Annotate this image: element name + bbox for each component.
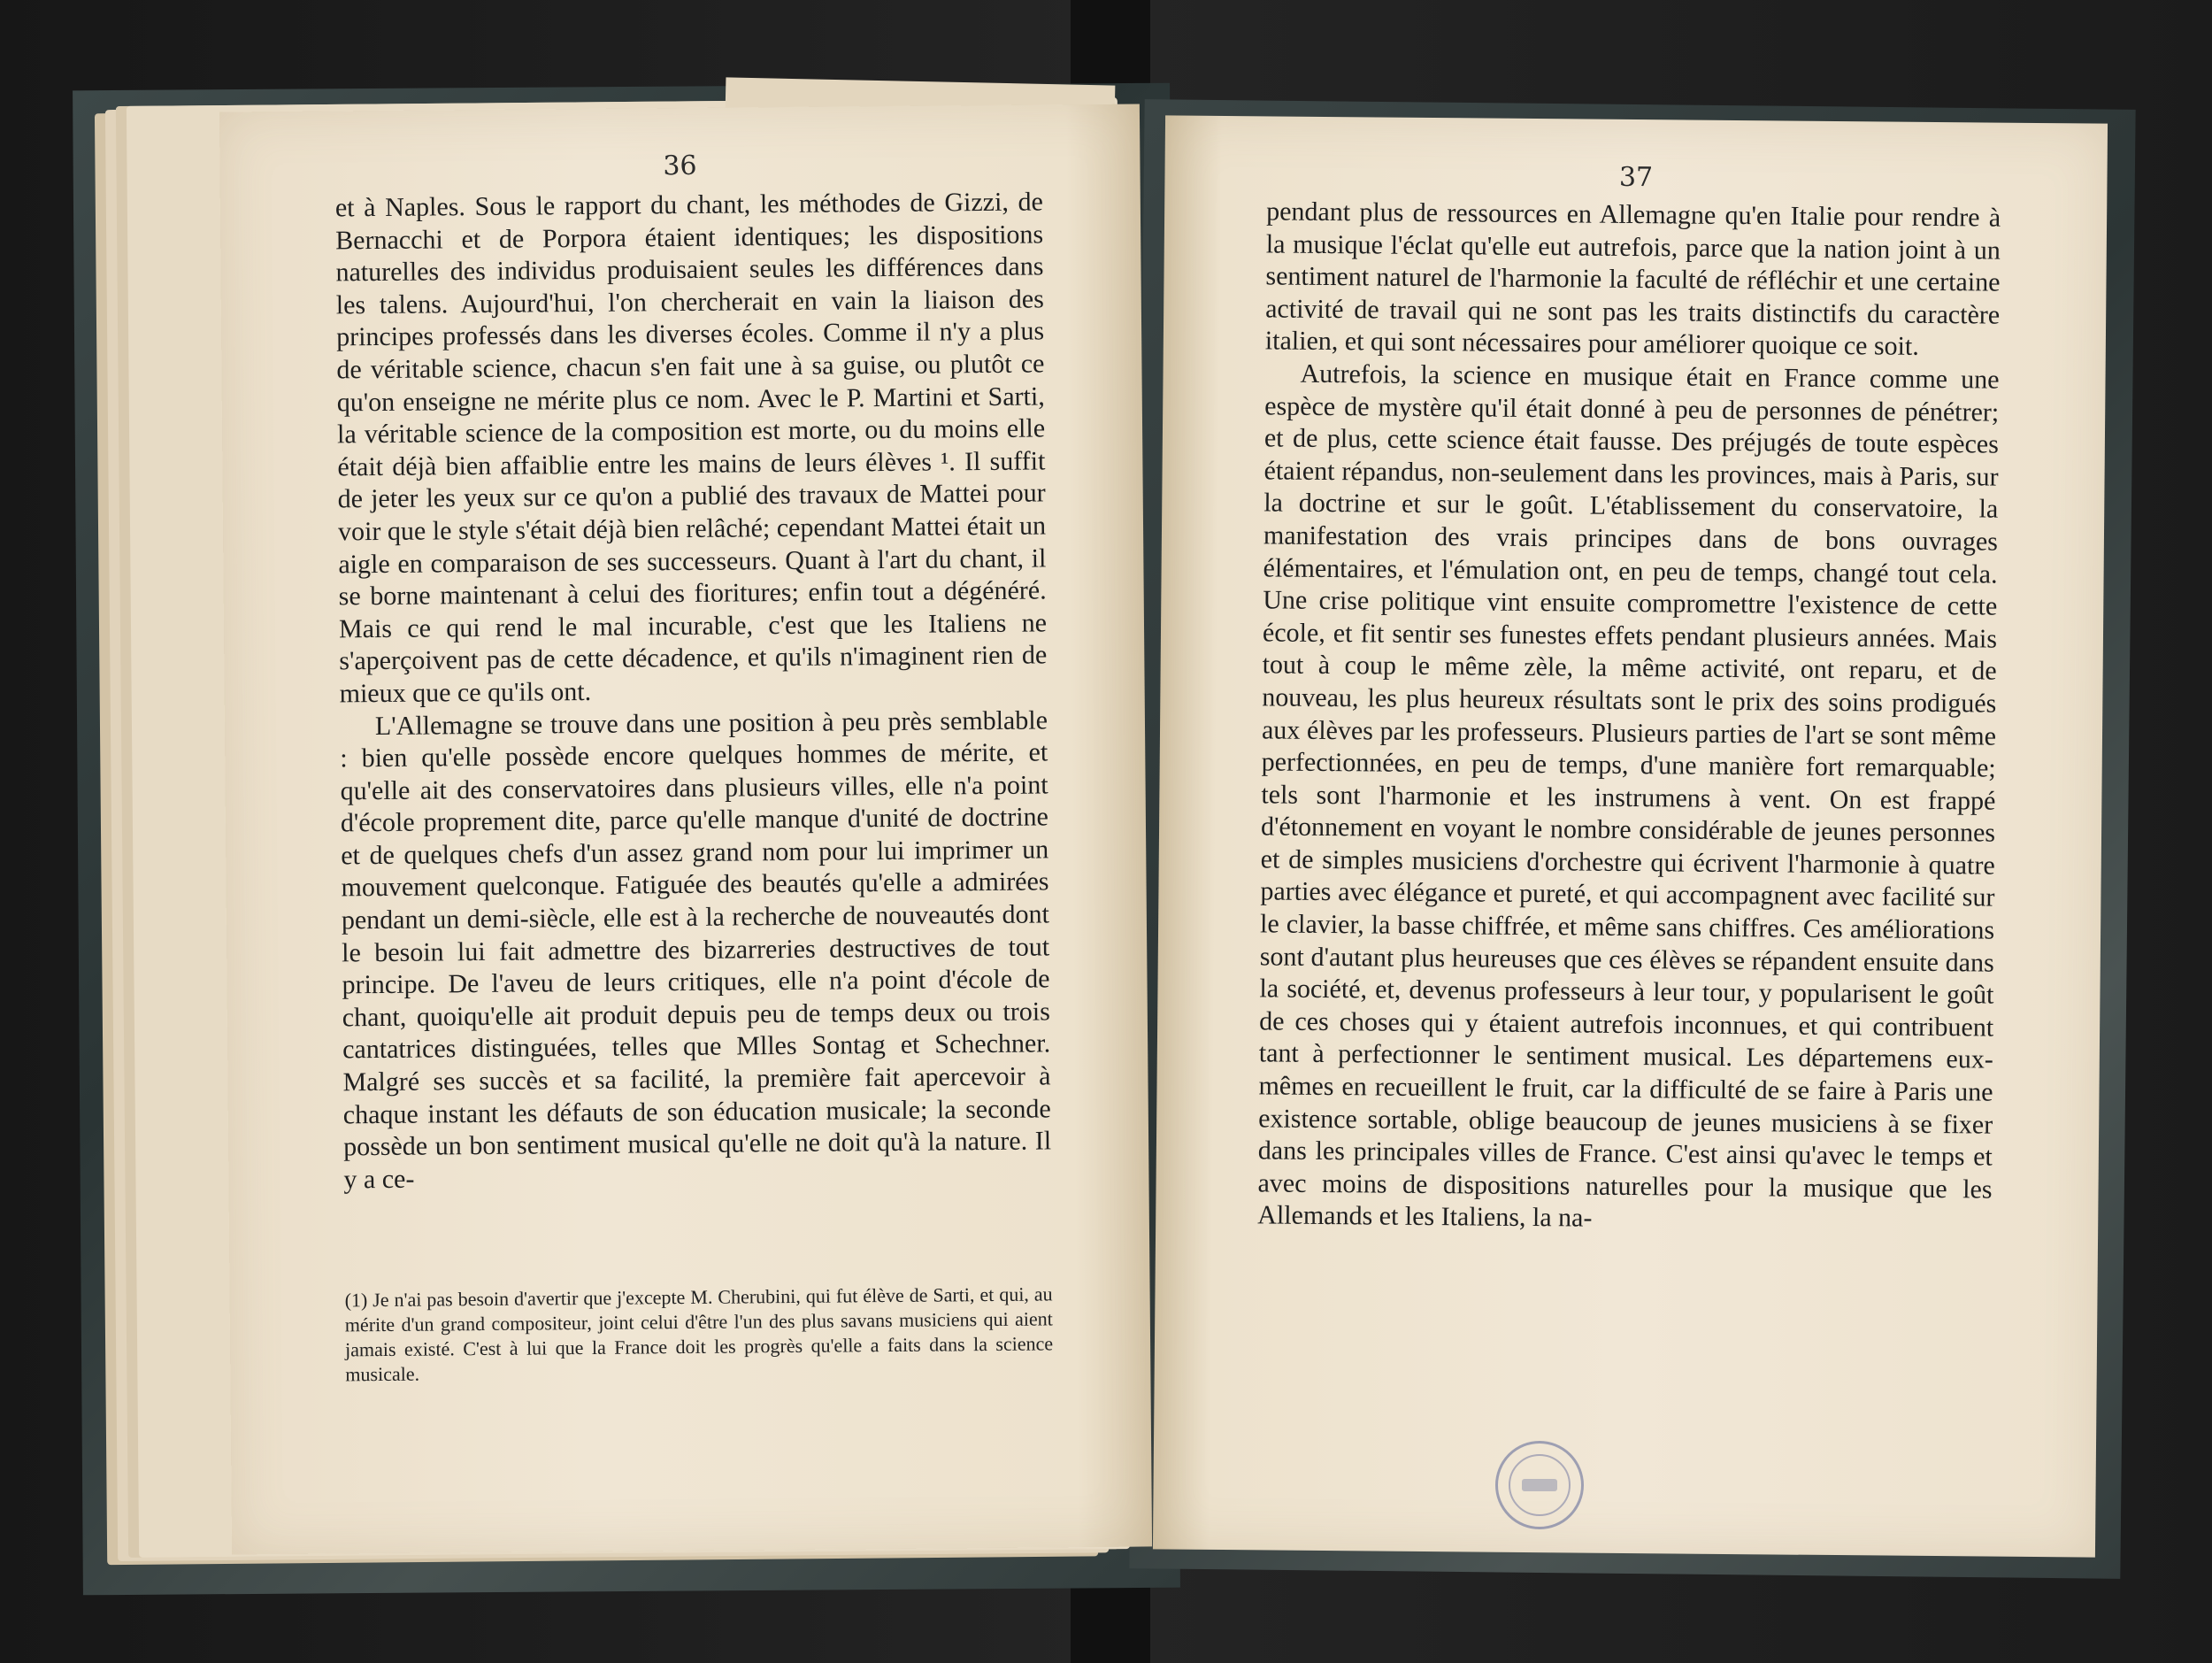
right-paragraph-2: Autrefois, la science en musique était en France comme une espèce de mystère qu'il était donné à peu de personnes de pénétrer; et de plus, cette science était fausse. Des préjugés de toute espèces étaient répandus, non-seulement dans les provinces, mais à Paris, sur la doctrine et sur le goût. L'établissement du conservatoire, la manifestation des vrais principes dans de bons ouvrages élémentaires, et l'émulation ont, en peu de temps, changé tout cela. Une crise politique vint ensuite compromettre l'existence de cette école, et fit sentir ses funestes effets pendant plusieurs années. Mais tout à coup le même zèle, la même activité, ont reparu, et de nouveau, les plus heureux résultats sont le prix des soins prodigués aux élèves par les professeurs. Plusieurs parties de l'art se sont même perfectionnées, en peu de temps, d'une manière fort remarquable; tels sont l'harmonie et les instrumens à vent. On est frappé d'étonnement en voyant le nombre considérable de jeunes personnes et de simples musiciens d'orchestre qui écrivent l'harmonie à quatre parties avec élégance et pureté, et qui accompagnent avec facilité sur le clavier, la basse chiffrée, et même sans chiffres. Ces améliorations sont d'autant plus heureuses que ces élèves se répandent ensuite dans la société, et, devenus professeurs à leur tour, y popularisent le goût de ces choses qui y étaient autrefois inconnues, et qui contribuent tant à perfectionner le sentiment musical. Les départemens eux-mêmes en recueillent le fruit, car la difficulté de se faire à Paris une existence sortable, oblige beaucoup de jeunes musiciens à se fixer dans les principales villes de France. C'est ainsi qu'avec le temps et avec moins de dispositions naturelles pour la musique que les Allemands et les Italiens, la na-: [1257, 358, 2000, 1234]
page-number-left: 36: [663, 150, 697, 182]
left-paragraph-2: L'Allemagne se trouve dans une position à peu près semblable : bien qu'elle possède encore quelques hommes de mérite, et qu'elle ait des conservatoires dans plusieurs villes, elle n'a point d'école proprement dite, parce qu'elle manque d'unité de doctrine et de quelques chefs d'un assez grand nom pour lui imprimer un mouvement quelconque. Fatiguée des beautés qu'elle a admirées pendant un demi-siècle, elle est à la recherche de nouveautés dont le besoin lui fait admettre des bizarreries destructives de tout principe. De l'aveu de leurs critiques, elle n'a point d'école de chant, quoiqu'elle ait produit depuis peu de temps deux ou trois cantatrices distinguées, telles que Mlles Sontag et Schechner. Malgré ses succès et sa facilité, la première fait apercevoir à chaque instant les défauts de son éducation musicale; la seconde possède un bon sentiment musical qu'elle ne doit qu'à la nature. Il y a ce-: [340, 704, 1052, 1195]
right-page: [1153, 115, 2108, 1557]
library-stamp-icon: [1495, 1441, 1584, 1529]
right-page-body: [1257, 196, 2001, 1238]
left-page: [219, 104, 1152, 1554]
footnote: (1) Je n'ai pas besoin d'avertir que j'excepte M. Cherubini, qui fut élève de Sarti, et qui, au mérite d'un grand compositeur, joint celui d'être l'un des plus savans musiciens qui aient jamais existé. C'est à lui que la France doit les progrès qu'elle a faits dans la science musicale.: [344, 1282, 1054, 1386]
page-number-right: 37: [1618, 161, 1654, 194]
right-paragraph-1: pendant plus de ressources en Allemagne qu'en Italie pour rendre à la musique l'éclat qu'elle eut autrefois, parce que la nation joint à un sentiment naturel de l'harmonie la faculté de réfléchir et une certaine activité de travail qui ne sont pas les traits distinctifs du caractère italien, et qui sont nécessaires pour améliorer quoique ce soit.: [1264, 196, 2001, 362]
stamp-center-mark: [1522, 1479, 1557, 1491]
left-paragraph-1: et à Naples. Sous le rapport du chant, les méthodes de Gizzi, de Bernacchi et de Porpora étaient identiques; les dispositions naturelles des individus produisaient seules les différences dans les talens. Aujourd'hui, l'on chercherait en vain la liaison des principes professés dans les diverses écoles. Comme il n'y a plus de véritable science, chacun s'en fait une à sa guise, ou plutôt ce qu'on enseigne ne mérite plus ce nom. Avec le P. Martini et Sarti, la véritable science de la composition est morte, ou du moins elle était déjà bien affaiblie entre les mains de leurs élèves ¹. Il suffit de jeter les yeux sur ce qu'on a publié des travaux de Mattei pour voir que le style s'était déjà bien relâché; cependant Mattei était un aigle en comparaison de ses successeurs. Quant à l'art du chant, il se borne maintenant à celui des fioritures; enfin tout a dégénéré. Mais ce qui rend le mal incurable, c'est que les Italiens ne s'aperçoivent pas de cette décadence, et qu'ils n'imaginent rien de mieux que ce qu'ils ont.: [334, 187, 1048, 709]
left-page-body: [335, 186, 1052, 1196]
